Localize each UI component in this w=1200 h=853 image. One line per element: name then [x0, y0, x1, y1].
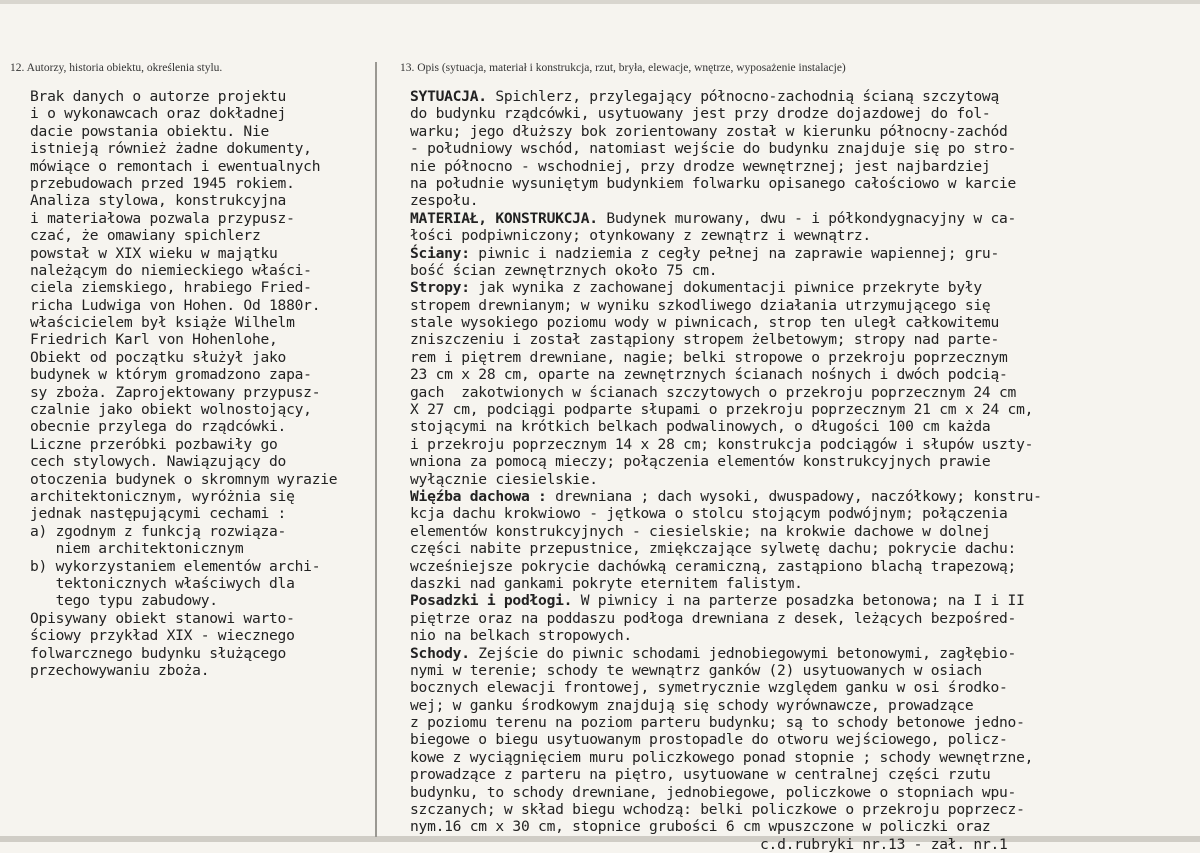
line-text: części nabite przepustnice, zmiękczające sylwetę dachu; pokrycie dachu: [410, 540, 1017, 558]
continuation-reference: c.d.rubryki nr.13 - zał. nr.1 [760, 835, 1008, 853]
text-line [410, 245, 1200, 262]
line-text: i przekroju poprzecznym 14 x 28 cm; konstrukcja podciągów i słupów uszty- [410, 435, 1034, 453]
line-text: do budynku rządcówki, usytuowany jest przy drodze dojazdowej do fol- [410, 105, 991, 123]
line-text: piwnic i nadziemia z cegły pełnej na zaprawie wapiennej; gru- [469, 244, 1000, 262]
line-text: jak wynika z zachowanej dokumentacji piwnice przekryte były [469, 279, 982, 297]
text-line: właścicielem był książe Wilhelm [30, 314, 295, 332]
text-line [410, 158, 1200, 175]
text-line [410, 279, 1200, 296]
text-line: i o wykonawcach oraz dokładnej [30, 105, 287, 123]
text-line [410, 505, 1200, 522]
text-line [410, 558, 1200, 575]
text-line [410, 331, 1200, 348]
text-line: czalnie jako obiekt wolnostojący, [30, 401, 312, 419]
line-text: bość ścian zewnętrznych około 75 cm. [410, 261, 718, 279]
text-line: sy zboża. Zaprojektowany przypusz- [30, 383, 321, 401]
line-text: stropem drewnianym; w wyniku szkodliwego działania utrzymującego się [410, 296, 991, 314]
line-text: 23 cm x 28 cm, oparte na zewnętrznych ścianach nośnych i dwóch podcią- [410, 366, 1008, 384]
text-line [410, 314, 1200, 331]
text-line: folwarcznego budynku służącego [30, 644, 287, 662]
text-line: ciela ziemskiego, hrabiego Fried- [30, 279, 312, 297]
text-line [410, 175, 1200, 192]
text-line [410, 88, 1200, 105]
text-line [410, 192, 1200, 209]
line-text: budynku, to schody drewniane, jednobiegowe, policzkowe o stopniach wpu- [410, 783, 1017, 801]
text-line [410, 262, 1200, 279]
text-line: dacie powstania obiektu. Nie [30, 122, 270, 140]
text-line [410, 105, 1200, 122]
line-text: Budynek murowany, dwu - i półkondygnacyjny w ca- [597, 209, 1017, 227]
line-text: na południe wysuniętym budynkiem folwarku opisanego całościowo w karcie [410, 174, 1017, 192]
text-line: richa Ludwiga von Hohen. Od 1880r. [30, 296, 321, 314]
line-text: stojącymi na krótkich belkach podwalinowych, o długości 100 cm każda [410, 418, 991, 436]
line-text: biegowe o biegu usytuowanym prostopadle do otworu wejściowego, policz- [410, 731, 1008, 749]
line-text: zniszczeniu i został zastąpiony stropem żelbetowym; stropy nad parte- [410, 331, 999, 349]
text-line [410, 123, 1200, 140]
text-line [410, 662, 1200, 679]
text-line [410, 227, 1200, 244]
text-line: b) wykorzystaniem elementów archi- [30, 557, 321, 575]
section-heading: Więźba dachowa : [410, 487, 547, 505]
text-line [410, 349, 1200, 366]
text-line [410, 749, 1200, 766]
text-line [410, 766, 1200, 783]
line-text: W piwnicy i na parterze posadzka betonowa; na I i II [572, 592, 1025, 610]
line-text: nym.16 cm x 30 cm, stopnice grubości 6 cm wpuszczone w policzki oraz [410, 818, 991, 836]
page-top-edge [0, 0, 1200, 4]
line-text: gach zakotwionych w ścianach szczytowych o przekroju poprzecznym 24 cm [410, 383, 1017, 401]
line-text: X 27 cm, podciągi podparte słupami o przekroju poprzecznym 21 cm x 24 cm, [410, 401, 1034, 419]
text-line: obecnie przylega do rządcówki. [30, 418, 287, 436]
line-text: wniona za pomocą mieczy; połączenia elementów konstrukcyjnych prawie [410, 453, 991, 471]
section-heading: SYTUACJA. [410, 88, 487, 105]
text-line: przechowywaniu zboża. [30, 661, 210, 679]
text-line: ściowy przykład XIX - wiecznego [30, 627, 295, 645]
line-text: Spichlerz, przylegający północno-zachodnią ścianą szczytową [486, 88, 999, 105]
text-line: jednak następującymi cechami : [30, 505, 287, 523]
text-line: Brak danych o autorze projektu [30, 88, 287, 105]
line-text: elementów konstrukcyjnych - ciesielskie; na krokwie dachowe w dolnej [410, 522, 991, 540]
text-line [410, 384, 1200, 401]
description-text [410, 88, 1200, 853]
text-line: Obiekt od początku służył jako [30, 348, 287, 366]
text-line [410, 627, 1200, 644]
column-divider [375, 62, 377, 837]
text-line [410, 731, 1200, 748]
text-line [410, 401, 1200, 418]
text-line: budynek w którym gromadzono zapa- [30, 366, 312, 384]
text-line: powstał w XIX wieku w majątku [30, 244, 278, 262]
text-line: Friedrich Karl von Hohenlohe, [30, 331, 278, 349]
text-line [410, 471, 1200, 488]
text-line [410, 540, 1200, 557]
text-line [410, 697, 1200, 714]
text-line [410, 453, 1200, 470]
line-text: nymi w terenie; schody te wewnątrz ganków (2) usytuowanych w osiach [410, 661, 982, 679]
text-line: niem architektonicznym [30, 540, 244, 558]
line-text: z poziomu terenu na poziom parteru budynku; są to schody betonowe jedno- [410, 714, 1025, 732]
text-line [410, 418, 1200, 435]
text-line [410, 140, 1200, 157]
text-line: i materiałowa pozwala przypusz- [30, 209, 295, 227]
line-text: wej; w ganku środkowym znajdują się schody wyrównawcze, prowadzące [410, 696, 974, 714]
line-text: prowadzące z parteru na piętro, usytuowane w centralnej części rzutu [410, 766, 991, 784]
line-text: nio na belkach stropowych. [410, 627, 632, 645]
line-text: nie północno - wschodniej, przy drodze wewnętrznej; jest najbardziej [410, 157, 991, 175]
text-line: Liczne przeróbki pozbawiły go [30, 435, 278, 453]
line-text: Zejście do piwnic schodami jednobiegowymi betonowymi, zagłębio- [469, 644, 1017, 662]
text-line: przebudowach przed 1945 rokiem. [30, 174, 295, 192]
text-line [410, 210, 1200, 227]
text-line [410, 366, 1200, 383]
text-line: tektonicznych właściwych dla [30, 574, 295, 592]
section-heading: Schody. [410, 644, 470, 662]
line-text: kowe z wyciągnięciem muru policzkowego ponad stopnie ; schody wewnętrzne, [410, 748, 1034, 766]
line-text: stale wysokiego poziomu wody w piwnicach, strop ten uległ całkowitemu [410, 314, 999, 332]
text-line: Analiza stylowa, konstrukcyjna [30, 192, 287, 210]
line-text: wyłącznie ciesielskie. [410, 470, 598, 488]
line-text: szczanych; w skład biegu wchodzą: belki policzkowe o przekroju poprzecz- [410, 801, 1025, 819]
section-13-header: 13. Opis (sytuacja, materiał i konstrukcja, rzut, bryła, elewacje, wnętrze, wyposażenie instalacje) [400, 62, 846, 74]
text-line [410, 297, 1200, 314]
text-line [410, 645, 1200, 662]
line-text: piętrze oraz na poddaszu podłoga drewniana z desek, leżących bezpośred- [410, 609, 1017, 627]
text-line: a) zgodnym z funkcją rozwiąza- [30, 522, 287, 540]
text-line: czać, że omawiany spichlerz [30, 227, 261, 245]
line-text: drewniana ; dach wysoki, dwuspadowy, naczółkowy; konstru- [546, 487, 1042, 505]
section-heading: Posadzki i podłogi. [410, 592, 573, 610]
text-line: Opisywany obiekt stanowi warto- [30, 609, 295, 627]
line-text: zespołu. [410, 192, 479, 210]
line-text: warku; jego dłuższy bok zorientowany został w kierunku północny-zachód [410, 122, 1008, 140]
text-line [410, 592, 1200, 609]
text-line: należącym do niemieckiego właści- [30, 261, 312, 279]
line-text: kcja dachu krokwiowo - jętkowa o stolcu stojącym podwójnym; połączenia [410, 505, 1008, 523]
line-text: rem i piętrem drewniane, nagie; belki stropowe o przekroju poprzecznym [410, 348, 1008, 366]
line-text: - południowy wschód, natomiast wejście do budynku znajduje się po stro- [410, 140, 1017, 158]
text-line: otoczenia budynek o skromnym wyrazie [30, 470, 338, 488]
text-line [410, 784, 1200, 801]
text-line [410, 679, 1200, 696]
line-text: wcześniejsze pokrycie dachówką ceramiczną, zastąpiono blachą trapezową; [410, 557, 1017, 575]
text-line [410, 714, 1200, 731]
text-line [410, 801, 1200, 818]
text-line [410, 610, 1200, 627]
text-line [410, 818, 1200, 835]
text-line [410, 436, 1200, 453]
line-text: daszki nad gankami pokryte eternitem falistym. [410, 574, 803, 592]
text-line [410, 523, 1200, 540]
section-heading: MATERIAŁ, KONSTRUKCJA. [410, 209, 598, 227]
text-line [410, 488, 1200, 505]
text-line: cech stylowych. Nawiązujący do [30, 453, 287, 471]
text-line: tego typu zabudowy. [30, 592, 218, 610]
text-line [410, 575, 1200, 592]
text-line: architektonicznym, wyróżnia się [30, 487, 295, 505]
section-heading: Stropy: [410, 279, 470, 297]
text-line: istnieją również żadne dokumenty, [30, 140, 312, 158]
line-text: łości podpiwniczony; otynkowany z zewnątrz i wewnątrz. [410, 227, 871, 245]
section-heading: Ściany: [410, 244, 470, 262]
line-text: bocznych elewacji frontowej, symetrycznie względem ganku w osi środko- [410, 679, 1008, 697]
authors-history-text [30, 88, 370, 679]
text-line: mówiące o remontach i ewentualnych [30, 157, 321, 175]
section-12-header: 12. Autorzy, historia obiektu, określenia stylu. [10, 62, 223, 74]
